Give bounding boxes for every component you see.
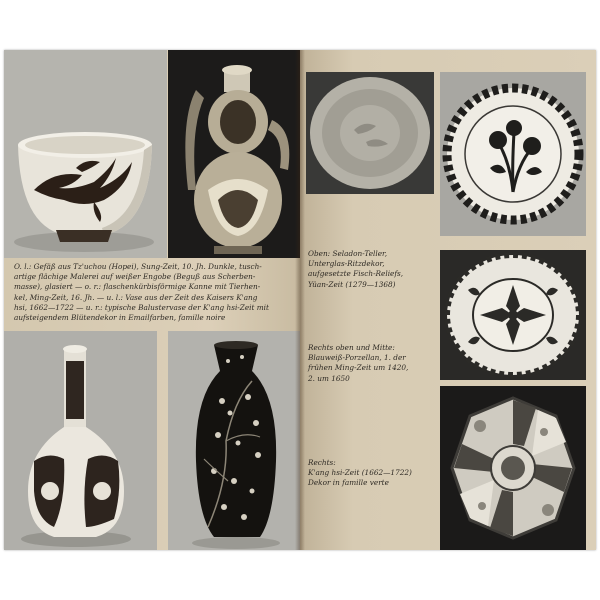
caption-line: Yüan-Zeit (1279—1368) — [308, 279, 396, 289]
blue-white-plate-1-illustration — [440, 72, 586, 236]
bowl-illustration — [4, 50, 167, 258]
caption-line: kel, Ming-Zeit, 16. Jh. — u. l.: Vase aus der Zeit des Kaisers K'ang — [14, 292, 258, 302]
celadon-plate-illustration — [306, 72, 434, 194]
caption-famille-verte — [308, 458, 436, 489]
ewer-illustration — [168, 50, 300, 258]
photo-famille-verte-plate — [440, 386, 586, 550]
caption-line: Unterglas-Ritzdekor, — [308, 259, 385, 269]
right-page — [300, 50, 596, 550]
caption-line: artige flächige Malerei auf weißer Engobe (Beguß aus Scherben- — [14, 272, 256, 282]
open-book — [4, 50, 596, 550]
blue-white-plate-2-illustration — [440, 250, 586, 380]
photo-bottle-vase — [4, 331, 157, 550]
photo-celadon-plate — [306, 72, 434, 194]
caption-line: 2. um 1650 — [308, 373, 350, 383]
caption-line: Dekor in famille verte — [308, 478, 389, 488]
caption-blue-white — [308, 343, 436, 384]
photo-gourd-ewer — [168, 50, 300, 258]
caption-line: O. l.: Gefäß aus Tz'uchou (Hopei), Sung-Zeit, 10. Jh. Dunkle, tusch- — [14, 262, 262, 271]
caption-line: hsi, 1662—1722 — u. r.: typische Balustervase der K'ang hsi-Zeit mit — [14, 302, 269, 312]
baluster-vase-illustration — [168, 331, 300, 550]
caption-line: aufsteigendem Blütendekor in Emailfarben, famille noire — [14, 313, 226, 323]
bottle-vase-illustration — [4, 331, 157, 550]
left-page — [4, 50, 300, 550]
photo-blue-white-plate-2 — [440, 250, 586, 380]
caption-line: K'ang hsi-Zeit (1662—1722) — [308, 468, 412, 478]
caption-line: Rechts oben und Mitte: — [308, 343, 395, 352]
caption-line: frühen Ming-Zeit um 1420, — [308, 363, 409, 373]
caption-line: Blauweiß-Porzellan, 1. der — [308, 353, 406, 363]
caption-celadon — [308, 249, 436, 290]
book-gutter — [295, 50, 305, 550]
caption-line: aufgesetzte Fisch-Reliefs, — [308, 269, 404, 279]
caption-line: Oben: Seladon-Teller, — [308, 249, 388, 258]
famille-verte-plate-illustration — [440, 386, 586, 550]
photo-blue-white-plate-1 — [440, 72, 586, 236]
left-page-caption — [14, 262, 296, 323]
photo-baluster-vase — [168, 331, 300, 550]
caption-line: masse), glasiert — o. r.: flaschenkürbisförmige Kanne mit Tierhen- — [14, 282, 261, 292]
photo-tzuchou-bowl — [4, 50, 167, 258]
caption-line: Rechts: — [308, 458, 336, 467]
